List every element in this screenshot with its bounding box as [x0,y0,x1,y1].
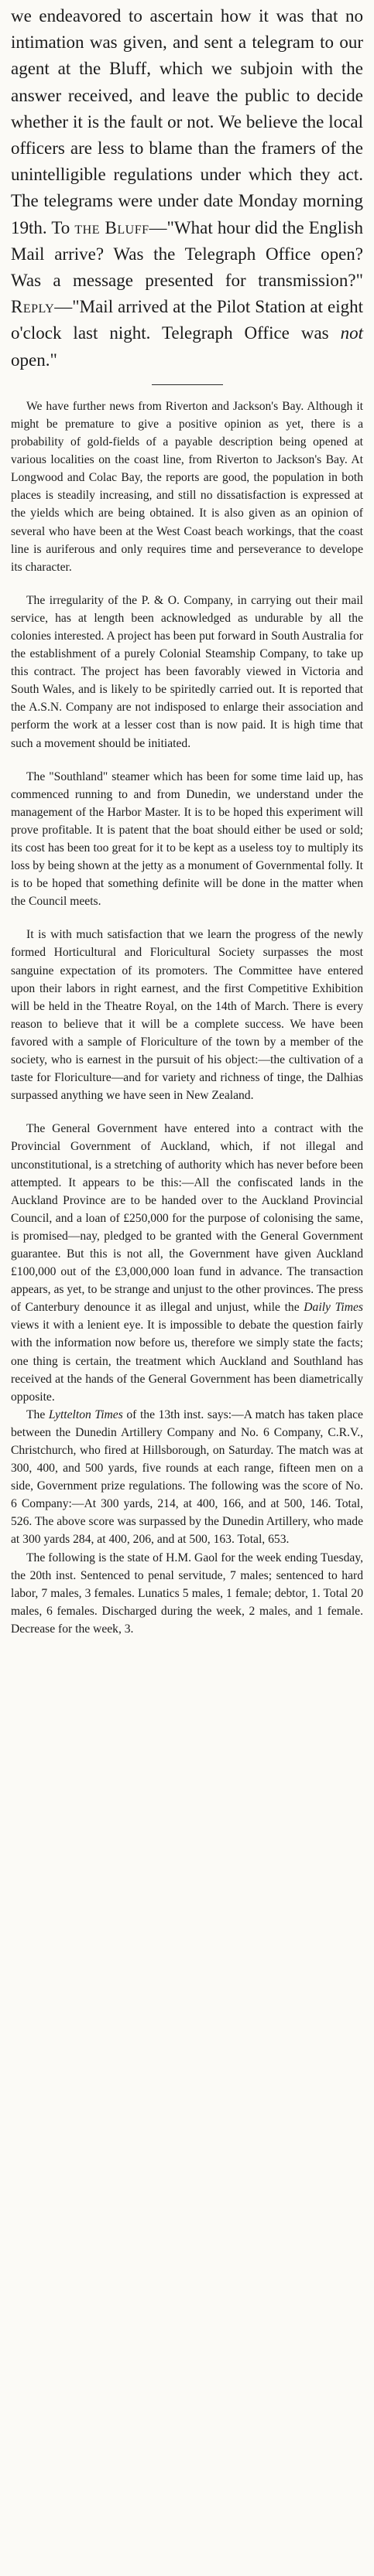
paragraph-gaol-state: The following is the state of H.M. Gaol for the week ending Tuesday, the 20th inst. Sentenced to penal servitude, 7 males; sentenced to hard labor, 7 males, 3 females. Lunatics 5 males, 1 female; debtor, 1. Total 20 males, 6 females. Discharged during the week, 2 males, and 1 female. Decrease for the week, 3. [11,1551,363,1636]
lead-part-1: we endeavored to ascertain how it was that no intimation was given, and sent a telegram to our agent at the Bluff, which we subjoin with the answer received, and leave the public to decide whether it is the fault or not. We believe the local officers are less to blame than the framers of the unintelligible regulations under which they act. The telegrams were under date Monday morning 19th. To [11,6,363,237]
paragraph-mail-service: The irregularity of the P. & O. Company, in carrying out their mail service, has at length been acknowledged as undurable by all the colonies interested. A project has been put forward in South Australia for the establishment of a purely Colonial Steamship Company, to take up this contract. The project has been favorably viewed in Victoria and South Wales, and is likely to be spiritedly carried out. It is reported that the A.S.N. Company are not indisposed to enlarge their association and perform the work at a lesser cost than is now paid. It is high time that such a movement should be initiated. [11,593,363,750]
paragraph-southland-steamer: The "Southland" steamer which has been for some time laid up, has commenced running to and from Dunedin, we understand under the management of the Harbor Master. It is to be hoped this experiment will prove profitable. It is patent that the boat should either be used or sold; its cost has been too great for it to be kept as a useless toy to multiply its loss by being shown at the jetty as a monument of Governmental folly. It is to be hoped that something definite will be done in the matter when the Council meets. [11,769,363,909]
section-divider [152,384,223,385]
reply-label: Reply [11,297,55,317]
rifle-tail: of the 13th inst. says:—A match has taken place between the Dunedin Artillery Company and No. 6 Company, C.R.V., Christchurch, who fired at Hillsborough, on Saturday. The match was at 300, 400, and 500 yards, five rounds at each range, fifteen men on a side, Government prize regulations. The following was the score of No. 6 Company:—At 300 yards, 214, at 400, 166, and at 500, 146. Total, 526. The above score was surpassed by the Dunedin Artillery, who made at 300 yards 284, at 400, 206, and at 500, 163. Total, 653. [11,1407,363,1547]
daily-times-title: Daily Times [304,1301,363,1315]
lead-part-3: —"Mail arrived at the Pilot Station at eight o'clock last night. Telegraph Office was [11,297,363,343]
article-body [11,397,363,1638]
lead-part-2: —"What hour did the English Mail arrive? Was the Telegraph Office open? Was a message presented for transmission?" [11,217,364,291]
lead-text [11,3,363,374]
paragraph-auckland-contract [11,1120,363,1406]
rifle-lead: The [26,1407,49,1421]
bluff-label: the Bluff [74,217,149,237]
auckland-tail: views it with a lenient eye. It is impossible to debate the question fairly with the information now before us, therefore we simply state the facts; one thing is certain, the treatment which Auckland and Southland has received at the hands of the General Government has been diametrically opposite. [11,1319,363,1404]
not-emphasis: not [340,323,363,343]
paragraph-rifle-match [11,1406,363,1549]
auckland-text: The General Government have entered into a contract with the Provincial Government of Auckland, which, if not illegal and unconstitutional, is a stretching of authority which has never before been attempted. It appears to be this:—All the confiscated lands in the Auckland Province are to be handed over to the Auckland Provincial Council, and a loan of £250,000 for the purpose of colonising the same, is promised—nay, pledged to be granted with the General Government guarantee. But this is not all, the Government have given Auckland £100,000 out of the £3,000,000 loan fund in advance. The transaction appears, as yet, to be strange and unjust to the other provinces. The press of Canterbury denounce it as illegal and unjust, while the [11,1122,363,1315]
paragraph-horticultural-society: It is with much satisfaction that we learn the progress of the newly formed Horticultural and Floricultural Society surpasses the most sanguine expectation of its promoters. The Committee have entered upon their labors in right earnest, and the first Competitive Exhibition will be held in the Theatre Royal, on the 14th of March. There is every reason to believe that it will be a complete success. We have been favored with a sample of Floriculture of the town by a member of the society, who is earnest in the pursuit of his object:—the cultivation of a taste for Floriculture—and for variety and richness of tinge, the Dalhias surpassed anything we have seen in New Zealand. [11,928,363,1103]
paragraph-riverton: We have further news from Riverton and Jackson's Bay. Although it might be premature to give a positive opinion as yet, there is a probability of gold-fields of a payable description being opened at various localities on the coast line, from Riverton to Jackson's Bay. At Longwood and Colac Bay, the reports are good, the population in both places is steadily increasing, and still no dissatisfaction is expressed at the yields which are being obtained. It is also given as an opinion of several who have been at the West Coast beach workings, that the coast line is auriferous and only requires time and perseverance to develope its character. [11,399,363,574]
lyttelton-times-title: Lyttelton Times [48,1407,123,1421]
lead-part-4: open." [11,350,57,370]
lead-paragraph [11,3,363,374]
